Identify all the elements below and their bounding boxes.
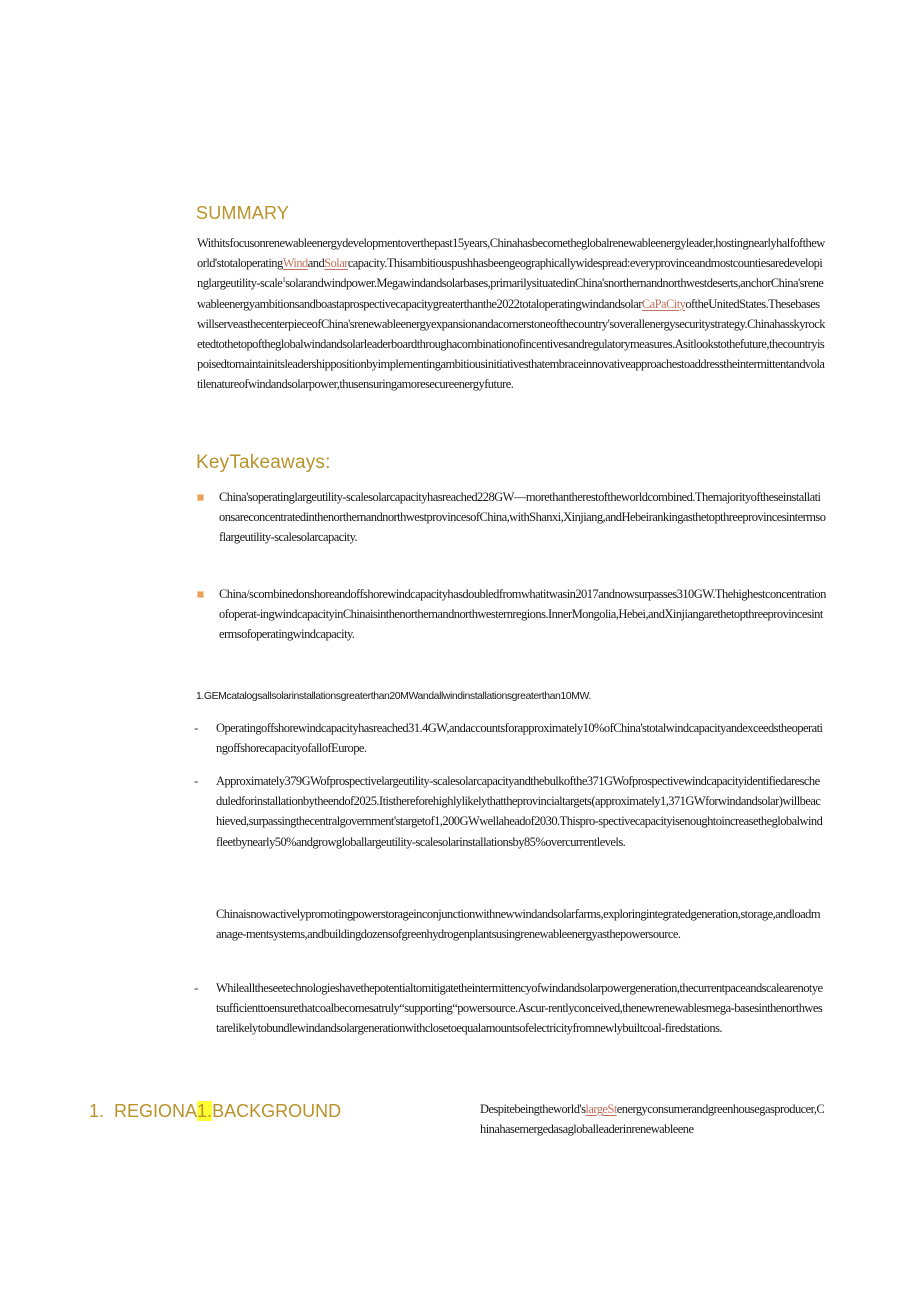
section-number: 1.	[89, 1101, 105, 1121]
dash-item-2-continuation: Chinaisnowactivelypromotingpowerstorageinconjunctionwithnewwindandsolarfarms,exploringintegratedgeneration,storage,andloadmanage-mentsystems,andbuildingdozensofgreenhydrogenplantsusingrenewableenergyasthepowersource.	[216, 907, 821, 942]
footnote-ref[interactable]: 1	[282, 276, 286, 285]
section-title-part-1: REGIONA	[114, 1101, 198, 1121]
dash-item-1: Operatingoffshorewindcapacityhasreached31.4GW,andaccountsforapproximately10%ofChina'stotalwindcapacityandexceedstheoperatingoffshorecapacityofallofEurope.	[216, 721, 823, 756]
dash-item-2: Approximately379GWofprospectivelargeutility-scalesolarcapacityandthebulkofthe371GWofprospectivewindcapacityidentifiedarescheduledforinstallationbytheendof2025.Itisthereforehighlylikelythattheprovincialtargets(approximately1,371GWforwindandsolar)willbeachieved,surpassingthecentralgovernment'stargetof1,200GWwellaheadof2030.Thispro-spectivecapacityisenoughtoincreasetheglobalwindfleetbynearly50%andgrowgloballargeutility-scalesolarinstallationsby85%overcurrentlevels.	[216, 774, 823, 849]
highlight-mark: 1.	[197, 1101, 213, 1121]
summary-text-and: and	[307, 256, 325, 271]
bullet-square-icon	[197, 591, 204, 598]
section-title-part-2: BACKGROUND	[212, 1101, 342, 1121]
summary-text-part-4: oftheUnitedStates.ThesebaseswillserveasthecenterpieceofChina'srenewableenergyexpansionandacornerstoneofthecountry'soverallenergysecuritystrategy.Chinahasskyrocketedtothetopoftheglobalwindandsolarleaderboardthroughacombinationofincentivesandregulatorymeasures.Asitlookstothefuture,thecountryispoisedtomaintainitsleadershippositionbyimplementingambitiousinitiativesthatembraceinnovativeapproachestoaddresstheintermittentandvolatilenatureofwindandsolarpower,thusensuringamoresecureenergyfuture.	[197, 296, 825, 392]
takeaway-bullet-2: China/scombinedonshoreandoffshorewindcapacityhasdoubledfromwhatitwasin2017andnowsurpasses310GW.Thehighestconcentrationofoperat-ingwindcapacityinChinaisinthenorthernandnorthwesternregions.InnerMongolia,Hebei,andXinjiangarethetopthreeprovincesintermsofoperatingwindcapacity.	[219, 587, 826, 642]
summary-text-part-3: solarandwindpower.Megawindandsolarbases,primarilysituatedinChina'snorthernandnorthwestdeserts,anchorChina'srenewableenergyambitionsandboastaprospectivecapacitygreaterthanthe2022totaloperatingwindandsolar	[197, 276, 824, 311]
summary-text-part-2: capacity.Thisambitiouspushhasbeengeographicallywidespread:everyprovinceandmostcountiesaredevelopinglargeutility-scale	[197, 256, 823, 291]
section-text-part-2: energyconsumerandgreenhousegasproducer,Chinahasemergedasagloballeaderinrenewableene	[480, 1102, 825, 1137]
section-text-part-1: Despitebeingtheworld's	[480, 1102, 586, 1116]
summary-text-part-1: Withitsfocusonrenewableenergydevelopmentoverthepast15years,Chinahasbecometheglobalrenewableenergyleader,hostingnearlyhalfoftheworld'stotaloperating	[197, 236, 825, 271]
bullet-square-icon	[197, 494, 204, 501]
summary-heading: SUMMARY	[196, 203, 290, 223]
dash-marker: -	[194, 720, 199, 735]
section-paragraph	[480, 1099, 828, 1139]
takeaway-bullet-1: China'soperatinglargeutility-scalesolarcapacityhasreached228GW—morethantherestoftheworldcombined.ThemajorityoftheseinstallationsareconcentratedinthenorthernandnorthwestprovincesofChina,withShanxi,Xinjiang,andHebeirankingasthetopthreeprovincesintermsoflargeutility-scalesolarcapacity.	[219, 490, 826, 545]
largest-link[interactable]: largeSt	[585, 1102, 617, 1116]
solar-link[interactable]: Solar	[324, 256, 348, 271]
dash-item-3: Whilealltheseetechnologieshavethepotentialtomitigatetheintermittencyofwindandsolarpowergeneration,thecurrentpaceandscalearenotyetsufficienttoensurethatcoalbecomesatruly“supporting“powersource.Ascur-rentlyconceived,thenewrenewablesmega-basesinthenorthwestarelikelytobundlewindandsolargenerationwithclosetoequalamountsofelectricityfromnewlybuiltcoal-firedstations.	[216, 981, 823, 1036]
wind-link[interactable]: Wind	[282, 256, 308, 271]
section-heading	[89, 1101, 341, 1122]
summary-paragraph	[197, 233, 827, 395]
key-takeaways-heading: KeyTakeaways:	[196, 452, 331, 473]
dash-marker: -	[194, 980, 199, 995]
capacity-link[interactable]: CaPaCity	[641, 296, 686, 311]
dash-marker: -	[194, 773, 199, 788]
footnote: 1.GEMcatalogsallsolarinstallationsgreaterthan20MWandallwindinstallationsgreaterthan10MW.	[196, 690, 591, 702]
